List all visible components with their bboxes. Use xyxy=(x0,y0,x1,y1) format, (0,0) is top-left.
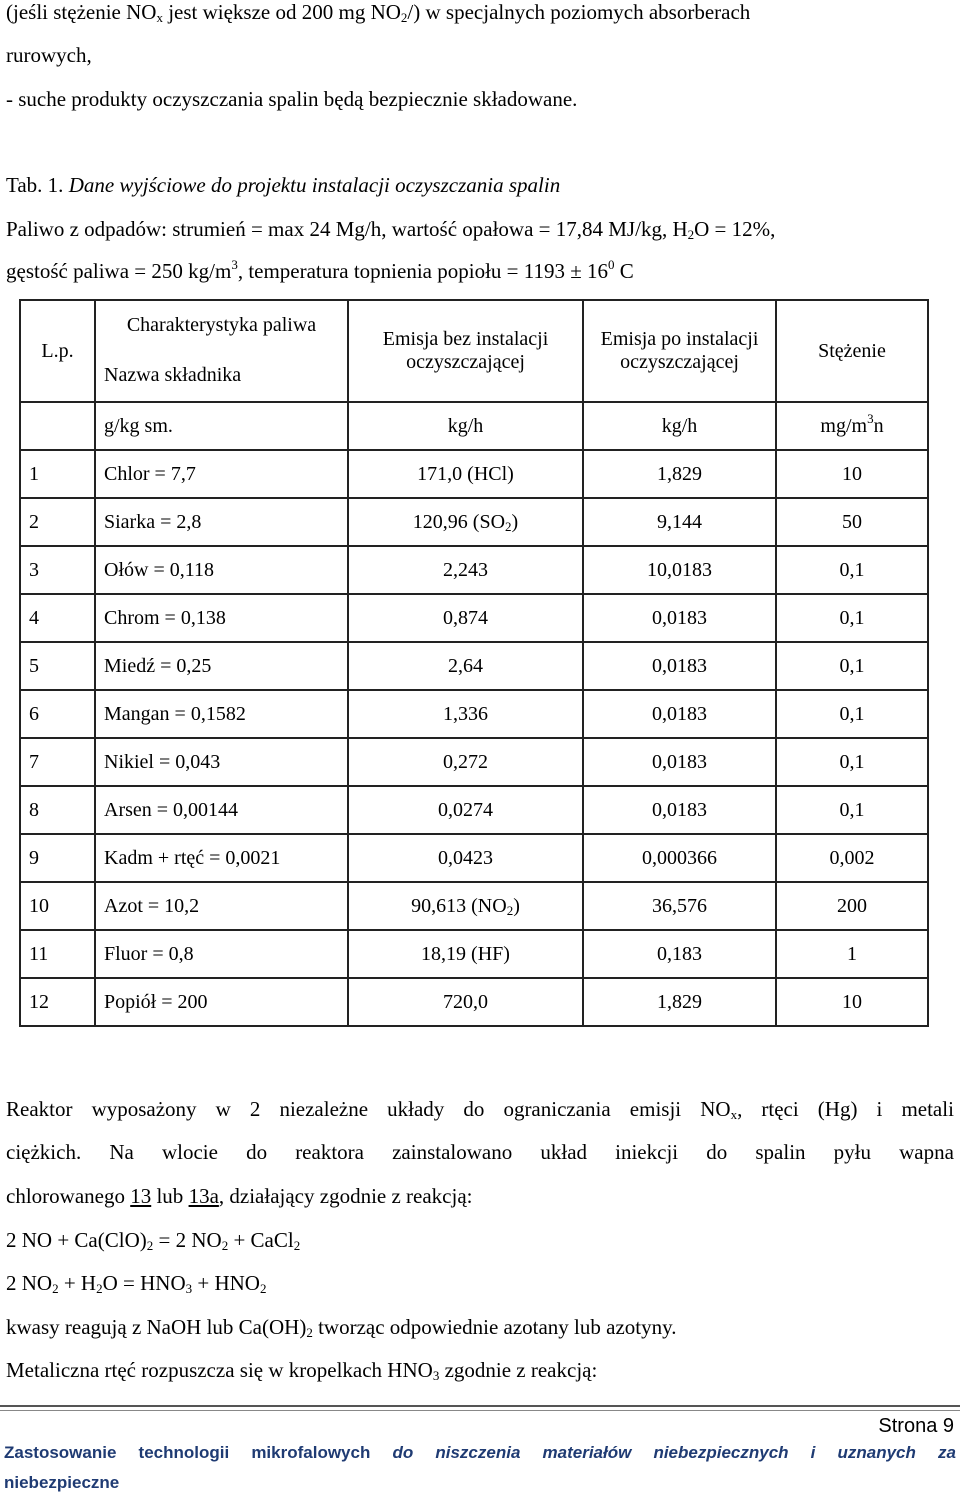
cell-lp: 7 xyxy=(20,738,95,786)
cell-before: 120,96 $(SO_2)$ xyxy=(348,498,583,546)
table-row xyxy=(20,834,928,882)
table-row xyxy=(20,738,928,786)
acids-line: kwasy reagują z NaOH lub $Ca(OH)_2$ tworząc odpowiednie azotany lub azotyny. xyxy=(6,1315,677,1340)
cell-lp: 5 xyxy=(20,642,95,690)
cell-after: 0,0183 xyxy=(583,690,776,738)
units-concentration: $mg/m^3n$ xyxy=(776,402,928,450)
cell-lp: 1 xyxy=(20,450,95,498)
cell-before: 2,243 xyxy=(348,546,583,594)
footer-title: Zastosowanie technologii mikrofalowych do niszczenia materiałów niebezpiecznych i uznanych za niebezpieczne xyxy=(4,1443,956,1492)
table-row xyxy=(20,642,928,690)
cell-after: 0,0183 xyxy=(583,594,776,642)
cell-name: Fluor = 0,8 xyxy=(95,930,348,978)
footer-divider-thin xyxy=(0,1410,960,1411)
reaction-1: 2 NO + $Ca(ClO)_2 = 2$ $NO_2$ + CaCl$_2$ xyxy=(6,1228,301,1253)
table-row xyxy=(20,450,928,498)
cell-name: Azot = 10,2 xyxy=(95,882,348,930)
cell-before: 0,0423 xyxy=(348,834,583,882)
paragraph-line-1: Reaktor wyposażony w 2 niezależne układy do ograniczania emisji $NO_x$, rtęci (Hg) i metali xyxy=(6,1097,954,1122)
cell-lp: 10 xyxy=(20,882,95,930)
cell-name: Kadm + rtęć = 0,0021 xyxy=(95,834,348,882)
header-concentration: Stężenie xyxy=(776,300,928,402)
intro-line-2: rurowych, xyxy=(6,43,92,67)
cell-name: Siarka = 2,8 xyxy=(95,498,348,546)
fuel-emission-table xyxy=(19,299,929,1027)
cell-lp: 12 xyxy=(20,978,95,1026)
fuel-description-2: gęstość paliwa = 250 $kg/m^3$, temperatura topnienia popiołu = $1193 \pm 16^0$ C xyxy=(6,257,634,283)
cell-name: Ołów = 0,118 xyxy=(95,546,348,594)
units-lp xyxy=(20,402,95,450)
cell-after: 9,144 xyxy=(583,498,776,546)
table-row xyxy=(20,546,928,594)
cell-before: 0,874 xyxy=(348,594,583,642)
cell-lp: 8 xyxy=(20,786,95,834)
cell-before: 0,272 xyxy=(348,738,583,786)
cell-before: 720,0 xyxy=(348,978,583,1026)
cell-after: 1,829 xyxy=(583,450,776,498)
cell-lp: 2 xyxy=(20,498,95,546)
table-caption: Tab. 1. Dane wyjściowe do projektu instalacji oczyszczania spalin xyxy=(6,173,561,197)
cell-before: 90,613 $(NO_2)$ xyxy=(348,882,583,930)
cell-name: Nikiel = 0,043 xyxy=(95,738,348,786)
table-row xyxy=(20,498,928,546)
fuel-description-1: Paliwo z odpadów: strumień = max 24 Mg/h, wartość opałowa = 17,84 MJ/kg, $H_2O = 12\%$, xyxy=(6,217,776,242)
cell-before: 18,19 (HF) xyxy=(348,930,583,978)
cell-lp: 9 xyxy=(20,834,95,882)
table-row xyxy=(20,882,928,930)
cell-after: 0,183 xyxy=(583,930,776,978)
units-fuel: g/kg sm. xyxy=(95,402,348,450)
cell-conc: 0,1 xyxy=(776,690,928,738)
reference-13a-link[interactable]: 13a xyxy=(188,1184,219,1208)
cell-after: 0,000366 xyxy=(583,834,776,882)
cell-after: 1,829 xyxy=(583,978,776,1026)
footer-divider xyxy=(0,1405,960,1407)
table-row xyxy=(20,594,928,642)
cell-conc: 200 xyxy=(776,882,928,930)
paragraph-line-3: chlorowanego 13 lub 13a, działający zgodnie z reakcją: xyxy=(6,1184,473,1208)
cell-conc: 0,1 xyxy=(776,786,928,834)
cell-name: Arsen = 0,00144 xyxy=(95,786,348,834)
cell-before: 1,336 xyxy=(348,690,583,738)
cell-after: 0,0183 xyxy=(583,738,776,786)
cell-name: Miedź = 0,25 xyxy=(95,642,348,690)
table-row xyxy=(20,690,928,738)
units-after: kg/h xyxy=(583,402,776,450)
cell-before: 0,0274 xyxy=(348,786,583,834)
reference-13-link[interactable]: 13 xyxy=(130,1184,152,1208)
page-number: Strona 9 xyxy=(878,1415,954,1437)
reaction-2: 2 $NO_2 + H_2O = HNO_3 + HNO_2$ xyxy=(6,1271,267,1296)
cell-name: Mangan = 0,1582 xyxy=(95,690,348,738)
cell-conc: 0,002 xyxy=(776,834,928,882)
header-fuel-characteristics: Charakterystyka paliwa xyxy=(95,300,348,350)
cell-conc: 0,1 xyxy=(776,546,928,594)
cell-name: Popiół = 200 xyxy=(95,978,348,1026)
cell-lp: 6 xyxy=(20,690,95,738)
cell-lp: 4 xyxy=(20,594,95,642)
table-row xyxy=(20,786,928,834)
cell-lp: 11 xyxy=(20,930,95,978)
cell-conc: 0,1 xyxy=(776,642,928,690)
cell-conc: 10 xyxy=(776,978,928,1026)
cell-conc: 1 xyxy=(776,930,928,978)
cell-after: 0,0183 xyxy=(583,786,776,834)
table-row xyxy=(20,978,928,1026)
mercury-line: Metaliczna rtęć rozpuszcza się w kropelkach $HNO_3$ zgodnie z reakcją: xyxy=(6,1358,598,1383)
cell-after: 0,0183 xyxy=(583,642,776,690)
cell-lp: 3 xyxy=(20,546,95,594)
header-component-name: Nazwa składnika xyxy=(95,350,348,402)
cell-before: 2,64 xyxy=(348,642,583,690)
intro-line-3: - suche produkty oczyszczania spalin będą bezpiecznie składowane. xyxy=(6,87,578,111)
cell-before: 171,0 (HCl) xyxy=(348,450,583,498)
paragraph-line-2: ciężkich. Na wlocie do reaktora zainstalowano układ iniekcji do spalin pyłu wapna xyxy=(6,1140,954,1164)
cell-name: Chrom = 0,138 xyxy=(95,594,348,642)
header-emission-before: Emisja bez instalacji oczyszczającej xyxy=(348,300,583,402)
cell-after: 36,576 xyxy=(583,882,776,930)
cell-after: 10,0183 xyxy=(583,546,776,594)
table-row xyxy=(20,930,928,978)
units-before: kg/h xyxy=(348,402,583,450)
cell-conc: 50 xyxy=(776,498,928,546)
cell-name: Chlor = 7,7 xyxy=(95,450,348,498)
header-lp: L.p. xyxy=(20,300,95,402)
intro-line-1: (jeśli stężenie $NO_x$ jest większe od 200 mg $NO_2/$) w specjalnych poziomych absorberach xyxy=(6,0,751,25)
cell-conc: 0,1 xyxy=(776,738,928,786)
cell-conc: 0,1 xyxy=(776,594,928,642)
header-emission-after: Emisja po instalacji oczyszczającej xyxy=(583,300,776,402)
cell-conc: 10 xyxy=(776,450,928,498)
